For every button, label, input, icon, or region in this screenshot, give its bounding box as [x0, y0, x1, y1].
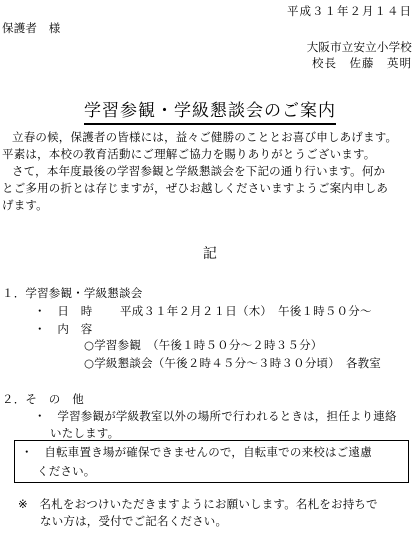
footnote-line1: ※ 名札をおつけいただきますようにお願いします。名札をお持ちで [18, 497, 378, 511]
note1-line2: いたします。 [50, 426, 120, 440]
school-name: 大阪市立安立小学校 [306, 40, 412, 54]
date-value: 平成３１年２月２１日（木） 午後１時５０分～ [120, 304, 372, 318]
content-label: ・ 内 容 [34, 322, 93, 336]
body-line: とご多用の折とは存じますが，ぜひお越しくださいますようご案内申しあ [2, 181, 389, 195]
principal-name: 校長 佐藤 英明 [312, 56, 412, 70]
body-line: 立春の候，保護者の皆様には，益々ご健勝のこととお喜び申しあげます。 [12, 130, 398, 144]
content-item-2: ○学級懇談会（午後２時４５分～３時３０分頃） 各教室 [84, 356, 381, 370]
date-label: ・ 日 時 [34, 304, 93, 318]
bicycle-notice-box [14, 440, 409, 483]
issue-date: 平成３１年２月１４日 [287, 4, 412, 18]
box-line2: ください。 [37, 464, 96, 478]
page-title [0, 96, 420, 121]
ki-heading: 記 [202, 246, 218, 262]
section1-heading: １．学習参観・学級懇談会 [2, 286, 143, 300]
addressee: 保護者 様 [2, 21, 61, 35]
footnote-line2: ない方は，受付でご記名ください。 [40, 514, 228, 528]
body-line: げます。 [2, 198, 48, 212]
box-line1: ・ 自転車置き場が確保できませんので，自転車での来校はご遠慮 [21, 445, 372, 459]
body-line: 平素は，本校の教育活動にご理解ご協力を賜りありがとうございます。 [2, 147, 376, 161]
greeting-paragraph [2, 129, 414, 214]
section2-heading: ２．そ の 他 [2, 392, 84, 406]
note1-line1: ・ 学習参観が学級教室以外の場所で行われるときは，担任より連絡 [34, 409, 397, 423]
body-line: さて，本年度最後の学習参観と学級懇談会を下記の通り行います。何か [12, 164, 386, 178]
title-text: 学習参観・学級懇談会のご案内 [84, 101, 336, 125]
content-item-1: ○学習参観 （午後１時５０分～２時３５分） [84, 338, 323, 352]
